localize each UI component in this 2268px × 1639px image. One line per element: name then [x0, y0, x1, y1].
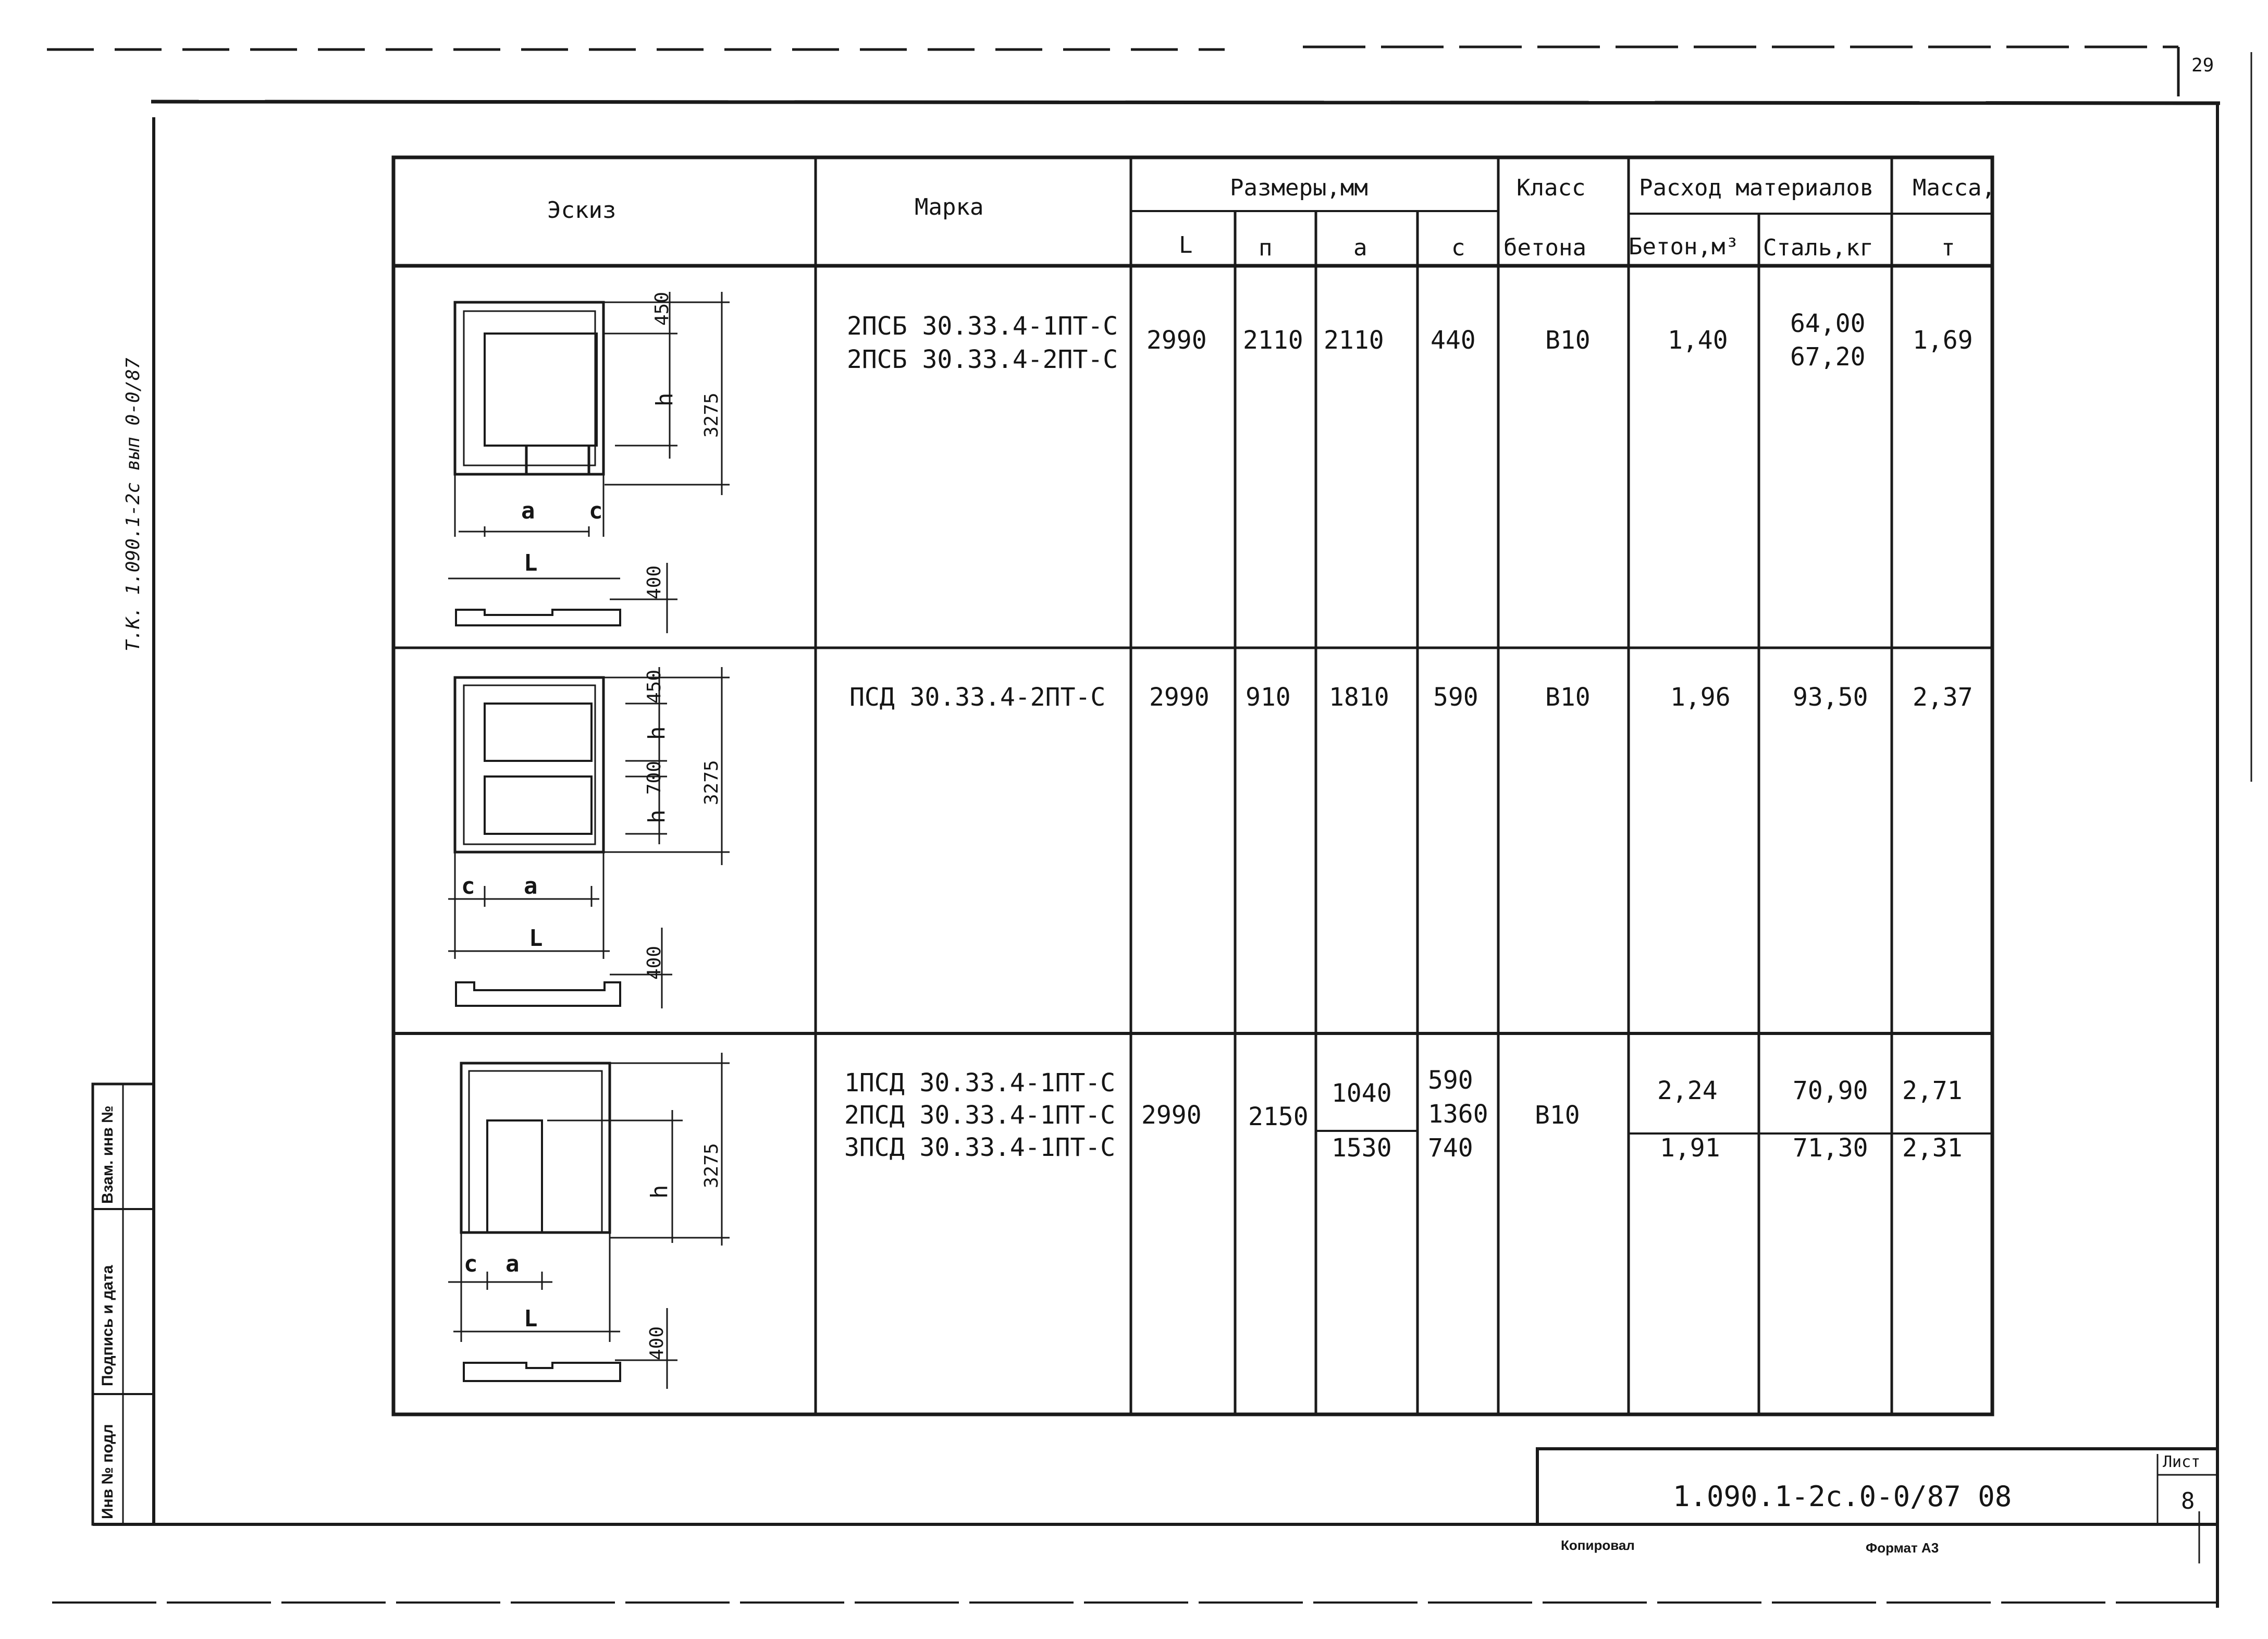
- sketch2-L: L: [529, 925, 543, 952]
- header-mass-2: т: [1941, 235, 1955, 261]
- sketch3-L: L: [524, 1305, 538, 1332]
- row3-a-2: 1530: [1332, 1133, 1392, 1163]
- row1-n: 2110: [1243, 326, 1303, 355]
- sheet-label: Лист: [2163, 1453, 2201, 1471]
- row2-concrete: 1,96: [1670, 683, 1731, 712]
- doc-code: 1.090.1-2с.0-0/87 08: [1673, 1480, 2012, 1513]
- row1-L: 2990: [1147, 326, 1207, 355]
- header-materials: Расход материалов: [1639, 175, 1874, 201]
- sketch3-thickness: 400: [646, 1326, 668, 1360]
- sketch3-h: h: [646, 1185, 673, 1199]
- row3-c-2: 1360: [1428, 1100, 1488, 1129]
- sketch2-h1: h: [644, 726, 670, 740]
- sketch1-L: L: [524, 550, 538, 576]
- row2-steel-1: 93,50: [1793, 683, 1868, 712]
- sketch2-height: 3275: [701, 760, 722, 805]
- row3-class: В10: [1535, 1101, 1580, 1130]
- row1-mass: 1,69: [1913, 326, 1973, 355]
- header-dim-c: c: [1451, 235, 1465, 261]
- header-dimensions: Размеры,мм: [1230, 175, 1368, 201]
- row3-mark-3: 3ПСД 30.33.4-1ПТ-С: [844, 1133, 1116, 1162]
- format-label: Формат А3: [1866, 1540, 1939, 1556]
- row3-a-1: 1040: [1332, 1079, 1392, 1108]
- sketch1-thickness: 400: [644, 565, 665, 599]
- sketch2-c: c: [461, 873, 475, 899]
- row3-c-1: 590: [1428, 1066, 1473, 1095]
- row1-steel-2: 67,20: [1790, 342, 1866, 372]
- sheet-number: 8: [2181, 1488, 2195, 1514]
- header-dim-n: п: [1259, 235, 1273, 261]
- side-inv-no: Инв № подл: [99, 1424, 116, 1519]
- row3-L: 2990: [1141, 1101, 1202, 1130]
- sketch2-a: a: [524, 873, 538, 899]
- row1-class: В10: [1545, 326, 1591, 355]
- header-steel-kg: Сталь,кг: [1763, 235, 1873, 261]
- row1-steel-1: 64,00: [1790, 309, 1866, 338]
- sketch1-c: c: [589, 498, 603, 524]
- row3-mass-2: 2,31: [1902, 1133, 1963, 1163]
- row2-class: В10: [1545, 683, 1591, 712]
- row2-mark-1: ПСД 30.33.4-2ПТ-С: [849, 683, 1106, 712]
- sketch1-h: h: [651, 392, 678, 406]
- row3-n: 2150: [1248, 1102, 1309, 1131]
- row2-L: 2990: [1149, 683, 1210, 712]
- header-sketch: Эскиз: [547, 197, 617, 224]
- row3-steel-1: 70,90: [1793, 1076, 1868, 1105]
- row2-n: 910: [1246, 683, 1291, 712]
- row3-concrete-1: 2,24: [1657, 1076, 1718, 1105]
- row2-mass: 2,37: [1913, 683, 1973, 712]
- sketch2-thickness: 400: [644, 945, 665, 980]
- side-stamp: Т.К. 1.090.1-2с вып 0-0/87: [122, 358, 144, 651]
- sketch3-a: a: [506, 1251, 520, 1277]
- header-mark: Марка: [915, 194, 984, 220]
- row1-concrete: 1,40: [1668, 326, 1728, 355]
- row2-c: 590: [1433, 683, 1478, 712]
- side-signature-date: Подпись и дата: [99, 1265, 116, 1386]
- row3-mark-2: 2ПСД 30.33.4-1ПТ-С: [844, 1101, 1116, 1130]
- sketch1-top-dim: 450: [651, 291, 673, 326]
- page-number: 29: [2191, 55, 2214, 76]
- header-concrete-m3: Бетон,м³: [1629, 233, 1739, 260]
- row1-mark-2: 2ПСБ 30.33.4-2ПТ-С: [847, 345, 1118, 374]
- sketch1-height: 3275: [701, 392, 722, 438]
- header-class-2: бетона: [1503, 235, 1586, 261]
- row3-steel-2: 71,30: [1793, 1133, 1868, 1163]
- sketch2-mid-dim: 700: [644, 760, 665, 795]
- row1-c: 440: [1431, 326, 1476, 355]
- header-mass-1: Масса,: [1913, 175, 1995, 201]
- row3-c-3: 740: [1428, 1133, 1473, 1163]
- sketch3-height: 3275: [701, 1143, 722, 1188]
- copied-label: Копировал: [1561, 1537, 1635, 1553]
- side-replaced-inv: Взам. инв №: [99, 1105, 116, 1204]
- row3-mark-1: 1ПСД 30.33.4-1ПТ-С: [844, 1068, 1116, 1098]
- row3-concrete-2: 1,91: [1660, 1133, 1720, 1163]
- row2-a: 1810: [1329, 683, 1389, 712]
- row1-a: 2110: [1324, 326, 1384, 355]
- sketch3-c: c: [464, 1251, 478, 1277]
- header-class-1: Класс: [1517, 175, 1586, 201]
- sketch2-top-dim: 450: [644, 669, 665, 704]
- sketch2-h2: h: [644, 809, 670, 823]
- sketch1-a: a: [521, 498, 535, 524]
- header-dim-L: L: [1179, 232, 1193, 258]
- row1-mark-1: 2ПСБ 30.33.4-1ПТ-С: [847, 312, 1118, 341]
- row3-mass-1: 2,71: [1902, 1076, 1963, 1105]
- header-dim-a: a: [1353, 235, 1367, 261]
